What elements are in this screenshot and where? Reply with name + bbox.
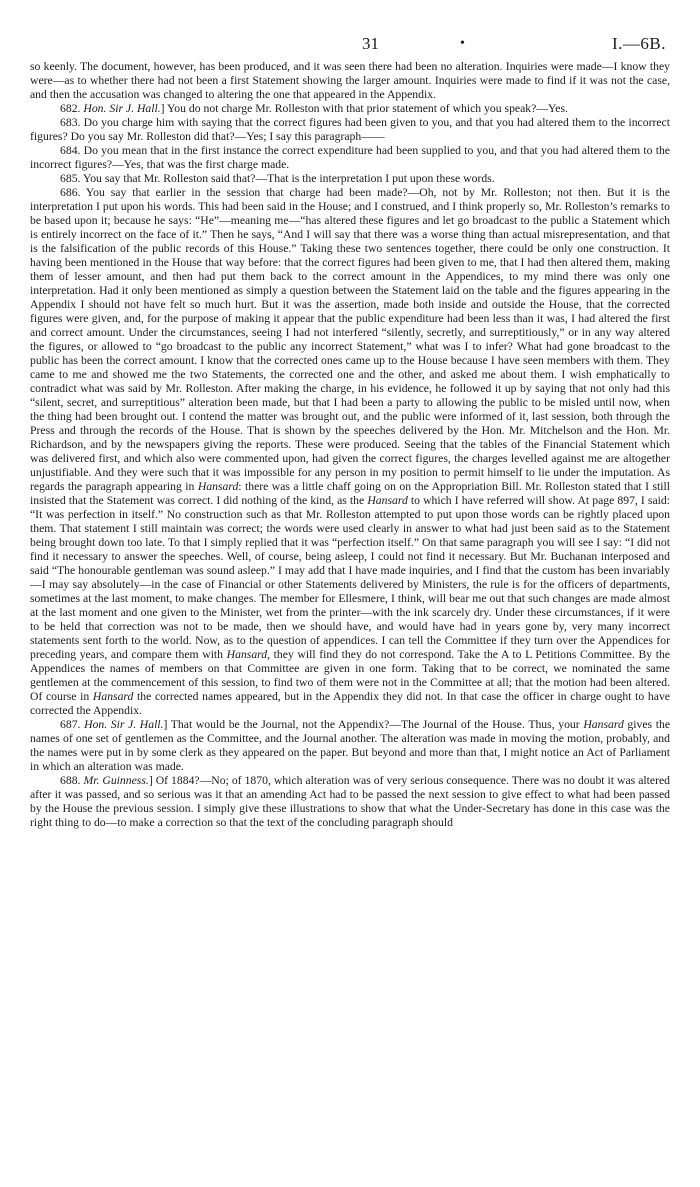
italic-text: Hansard (197, 480, 239, 493)
document-body (30, 60, 670, 830)
paragraph (30, 774, 670, 830)
paragraph-text: 685. You say that Mr. Rolleston said that?—That is the interpretation I put upon these words. (60, 172, 495, 185)
paragraph-text: : there was a little chaff going on on the Appropriation Bill. Mr. Rolleston stated that I still insisted that the Statement was correct. I did nothing of the kind, as the (30, 480, 670, 507)
paragraph-text: 683. Do you charge him with saying that the correct figures had been given to you, and that you had altered them to the incorrect figures? Do you say Mr. Rolleston did that?—Yes; I say this paragraph—— (30, 116, 670, 143)
page-number: 31 (362, 34, 379, 53)
paragraph (30, 116, 670, 144)
paragraph-text: gives the names of one set of gentlemen as the Committee, and the Journal another. The alteration was made in moving the motion, probably, and the names were put in by some clerk as they appeared on the paper. But beyond and more than that, I might notice an Act of Parliament in which an alteration was made. (30, 718, 671, 773)
italic-text: Hansard (367, 494, 408, 507)
italic-text: Hansard (583, 718, 624, 731)
paragraph-text: , they will find they do not correspond. Take the A to L Petitions Committee. By the Appendices the names of members on that Committee are given in one form. Taking that to be correct, we nominated the same gentlemen at the commencement of this session, to find two of them were not in the Committee at all; that the motion had been altered. Of course in (30, 648, 670, 703)
ink-speck: • (460, 36, 465, 51)
paragraph-text: ] Of 1884?—No; of 1870, which alteration was of very serious consequence. There was no doubt it was altered after it was passed, and so serious was it that an amending Act had to be passed the next session to give effect to what had been passed by the House the previous session. I simply give these illustrations to show that what the Under-Secretary has done in this case was the right thing to do—to make a correction so that the text of the concluding paragraph should (30, 774, 671, 829)
paragraph-text: 682. (60, 102, 84, 115)
paragraph-text: to which I have referred will show. At page 897, I said: “It was perfection in itself.” No construction such as that Mr. Rolleston attempted to put upon those words can be rightly placed upon them. That statement I still maintain was correct; the words were used clearly in answer to what had just been said as to the Statement being brought down too late. To that I simply replied that it was “perfection itself.” On that same paragraph you will see I say: “I did not find it necessary to answer the speeches. Well, of course, being asleep, I could not find it necessary. But Mr. Buchanan interposed and said “The honourable gentleman was sound asleep.” I may add that I have made inquiries, and I find that the custom has been invariably—I may say absolutely—in the case of Financial or other Statements delivered by Ministers, the rule is for the officers of departments, sometimes at the last moment, to make changes. The member for Ellesmere, I think, will bear me out that such changes are made almost at the last moment and one given to the Minister, wet from the printer—with the ink scarcely dry. Under these circumstances, if it were to be held that correction was not to be made, then we should have, and would have had in years gone by, very many incorrect statements sent forth to the world. Now, as to the question of appendices. I can tell the Committee if they turn over the Appendices for preceding years, and compare them with (30, 494, 670, 661)
paragraph-text: 688. (60, 774, 84, 787)
page-header (30, 34, 670, 60)
paragraph-text: 686. You say that earlier in the session that charge had been made?—Oh, not by Mr. Rolleston; not then. But it is the interpretation I put upon his words. This had been said in the House; and I construed, and I think properly so, Mr. Rolleston’s remarks to be based upon it; because he says: “He”—meaning me—“has altered these figures and let go broadcast to the public a Statement which is entirely incorrect on the face of it.” Then he says, “And I will say that there was a worse thing than actual misrepresentation, and that is the falsification of the public records of this House.” Taking these two sentences together, there could be only one construction. It having been mentioned in the House that way before: that the correct figures had been given to me, that I had then altered them, making them of lesser amount, and then had put them back to the correct amount in the Appendices, to my mind there was only one interpretation. Had it only been mentioned as simply a question between the Statement laid on the table and the figures appearing in the Appendix I should not have felt so much hurt. But it was the assertion, made both inside and outside the House, that the corrected figures were given, and, for the purpose of making it appear that the public expenditure had been less than it was, I had altered the first and correct amount. Under the circumstances, seeing I had not interfered “silently, secretly, and surreptitiously,” or in any way altered the figures, or allowed to “go broadcast to the public any incorrect Statement,” what was I to infer? What had gone broadcast to the public has been the correct amount. I know that the corrected ones came up to the House because I have seen members with them. They came to me and showed me the two Statements, the corrected one and the other, and asked me about them. I wish emphatically to contradict what was said by Mr. Rolleston. After making the charge, in his evidence, he followed it up by saying that not only had this “silent, secret, and surreptitious” alteration been made, but that I had been a party to allowing the public to be misled until now, when the thing had been brought out. I contend the matter was brought out, and the public were informed of it, last session, both through the Press and through the records of the House. That is shown by the speeches delivered by the Hon. Mr. Mitchelson and the Hon. Mr. Richardson, and by the newspapers giving the reports. These were produced. Seeing that the tables of the Financial Statement which was delivered first, and which also were commented upon, had given the correct figures, the charges levelled against me are altogether unjustifiable. And they were such that it was impossible for any person in my position to permit himself to lie under the imputation. As regards the paragraph appearing in (30, 186, 670, 493)
paragraph-text: the corrected names appeared, but in the Appendix they did not. In that case the officer in charge ought to have corrected the Appendix. (30, 690, 670, 717)
paragraph (30, 186, 670, 718)
paragraph-text: 687. (60, 718, 85, 731)
italic-text: Hon. Sir J. Hall. (84, 718, 164, 731)
paragraph-text: 684. Do you mean that in the first instance the correct expenditure had been supplied to you, and that you had altered them to the incorrect figures?—Yes, that was the first charge made. (30, 144, 670, 171)
paragraph (30, 718, 670, 774)
paragraph-text: ] You do not charge Mr. Rolleston with that prior statement of which you speak?—Yes. (160, 102, 568, 115)
italic-text: Mr. Guinness. (83, 774, 149, 787)
paragraph (30, 60, 670, 102)
paragraph (30, 172, 670, 186)
paragraph (30, 144, 670, 172)
document-reference: I.—6B. (612, 34, 666, 53)
italic-text: Hansard (92, 690, 134, 703)
italic-text: Hon. Sir J. Hall. (83, 102, 161, 115)
paragraph-text: so keenly. The document, however, has been produced, and it was seen there had been no alteration. Inquiries were made—I know they were—as to whether there had not been a first Statement showing the larger amount. Inquiries were made to find if it was not the case, and then the accusation was changed to altering the one that appeared in the Appendix. (30, 60, 670, 101)
paragraph-text: ] That would be the Journal, not the Appendix?—The Journal of the House. Thus, your (163, 718, 584, 731)
paragraph (30, 102, 670, 116)
italic-text: Hansard (226, 648, 268, 661)
